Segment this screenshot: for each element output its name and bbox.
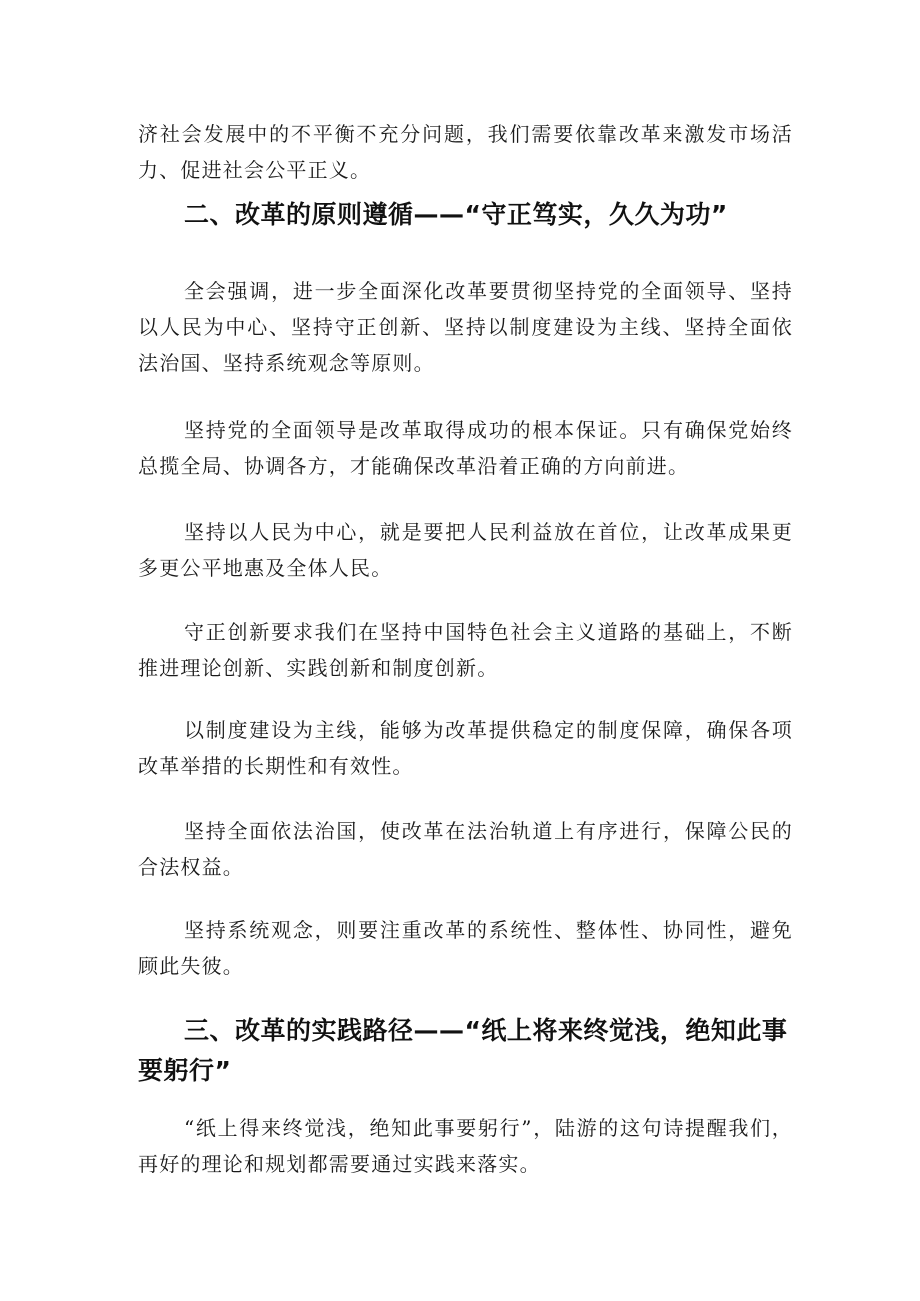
- paragraph-party-leadership: 坚持党的全面领导是改革取得成功的根本保证。只有确保党始终总揽全局、协调各方，才能确保改革沿着正确的方向前进。: [138, 418, 793, 478]
- paragraph-practice-intro: “纸上得来终觉浅，绝知此事要躬行”，陆游的这句诗提醒我们，再好的理论和规划都需要通过实践来落实。: [138, 1116, 793, 1176]
- paragraph-systems-thinking: 坚持系统观念，则要注重改革的系统性、整体性、协同性，避免顾此失彼。: [138, 918, 793, 978]
- section-heading-principles: 二、改革的原则遵循——“守正笃实，久久为功”: [184, 200, 728, 229]
- paragraph-institution-building: 以制度建设为主线，能够为改革提供稳定的制度保障，确保各项改革举措的长期性和有效性。: [138, 718, 793, 778]
- paragraph-rule-of-law: 坚持全面依法治国，使改革在法治轨道上有序进行，保障公民的合法权益。: [138, 819, 793, 879]
- paragraph-people-centered: 坚持以人民为中心，就是要把人民利益放在首位，让改革成果更多更公平地惠及全体人民。: [138, 520, 793, 580]
- paragraph-innovation: 守正创新要求我们在坚持中国特色社会主义道路的基础上，不断推进理论创新、实践创新和制度创新。: [138, 620, 793, 680]
- paragraph-continuation: 济社会发展中的不平衡不充分问题，我们需要依靠改革来激发市场活力、促进社会公平正义。: [138, 122, 793, 182]
- section-heading-practice: 三、改革的实践路径——“纸上将来终觉浅，绝知此事要躬行”: [138, 1016, 788, 1085]
- paragraph-principles-intro: 全会强调，进一步全面深化改革要贯彻坚持党的全面领导、坚持以人民为中心、坚持守正创新、坚持以制度建设为主线、坚持全面依法治国、坚持系统观念等原则。: [138, 279, 793, 375]
